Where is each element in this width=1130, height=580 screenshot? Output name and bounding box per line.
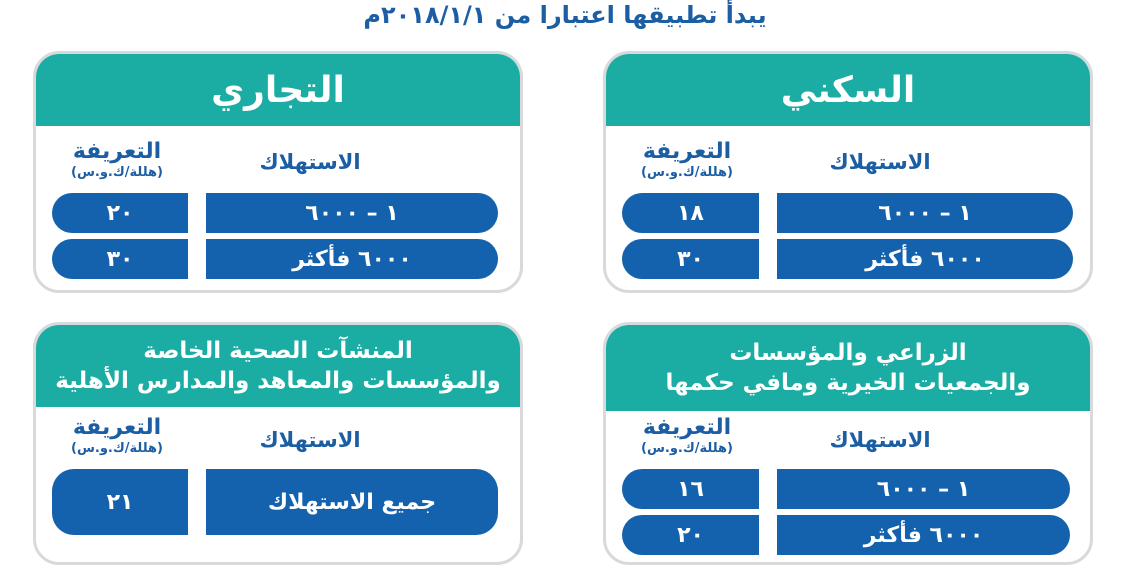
agricultural-consumption-cell: ١ – ٦٠٠٠ <box>777 469 1070 509</box>
agricultural-card-header <box>606 325 1090 411</box>
commercial-card-header <box>36 54 520 126</box>
tariff-unit-label: (هللة/ك.و.س) <box>71 165 163 180</box>
commercial-card-title: التجاري <box>211 69 345 111</box>
private-facilities-consumption-cell: جميع الاستهلاك <box>206 469 498 535</box>
private-facilities-card-header <box>36 325 520 407</box>
private-facilities-card <box>33 322 523 565</box>
commercial-consumption-cell: ١ – ٦٠٠٠ <box>206 193 498 233</box>
residential-card <box>603 51 1093 293</box>
tariff-column-header: التعريفة <box>642 415 732 440</box>
private-facilities-card-title-line2: والمؤسسات والمعاهد والمدارس الأهلية <box>55 368 501 394</box>
residential-card-title: السكني <box>780 69 916 111</box>
commercial-consumption-cell: ٦٠٠٠ فأكثر <box>206 239 498 279</box>
residential-consumption-cell: ١ – ٦٠٠٠ <box>777 193 1073 233</box>
agricultural-rate-cell: ٢٠ <box>622 515 759 555</box>
commercial-card <box>33 51 523 293</box>
tariff-column-header: التعريفة <box>72 415 162 440</box>
tariff-unit-label: (هللة/ك.و.س) <box>71 441 163 456</box>
agricultural-card-title-line1: الزراعي والمؤسسات <box>729 340 967 366</box>
commercial-rate-cell: ٢٠ <box>52 193 188 233</box>
tariff-unit-label: (هللة/ك.و.س) <box>641 441 733 456</box>
commercial-rate-cell: ٣٠ <box>52 239 188 279</box>
tariff-column-header: التعريفة <box>642 139 732 164</box>
consumption-column-header: الاستهلاك <box>259 150 361 174</box>
private-facilities-card-title-line1: المنشآت الصحية الخاصة <box>143 338 413 364</box>
residential-card-header <box>606 54 1090 126</box>
agricultural-card-title-line2: والجمعيات الخيرية ومافي حكمها <box>665 370 1031 396</box>
consumption-column-header: الاستهلاك <box>829 150 931 174</box>
private-facilities-rate-cell: ٢١ <box>52 469 188 535</box>
consumption-column-header: الاستهلاك <box>259 428 361 452</box>
tariff-unit-label: (هللة/ك.و.س) <box>641 165 733 180</box>
agricultural-rate-cell: ١٦ <box>622 469 759 509</box>
residential-rate-cell: ٣٠ <box>622 239 759 279</box>
consumption-column-header: الاستهلاك <box>829 428 931 452</box>
tariff-column-header: التعريفة <box>72 139 162 164</box>
page-title: يبدأ تطبيقها اعتبارا من ٢٠١٨/١/١م <box>363 1 767 29</box>
residential-rate-cell: ١٨ <box>622 193 759 233</box>
agricultural-card <box>603 322 1093 565</box>
residential-consumption-cell: ٦٠٠٠ فأكثر <box>777 239 1073 279</box>
agricultural-consumption-cell: ٦٠٠٠ فأكثر <box>777 515 1070 555</box>
